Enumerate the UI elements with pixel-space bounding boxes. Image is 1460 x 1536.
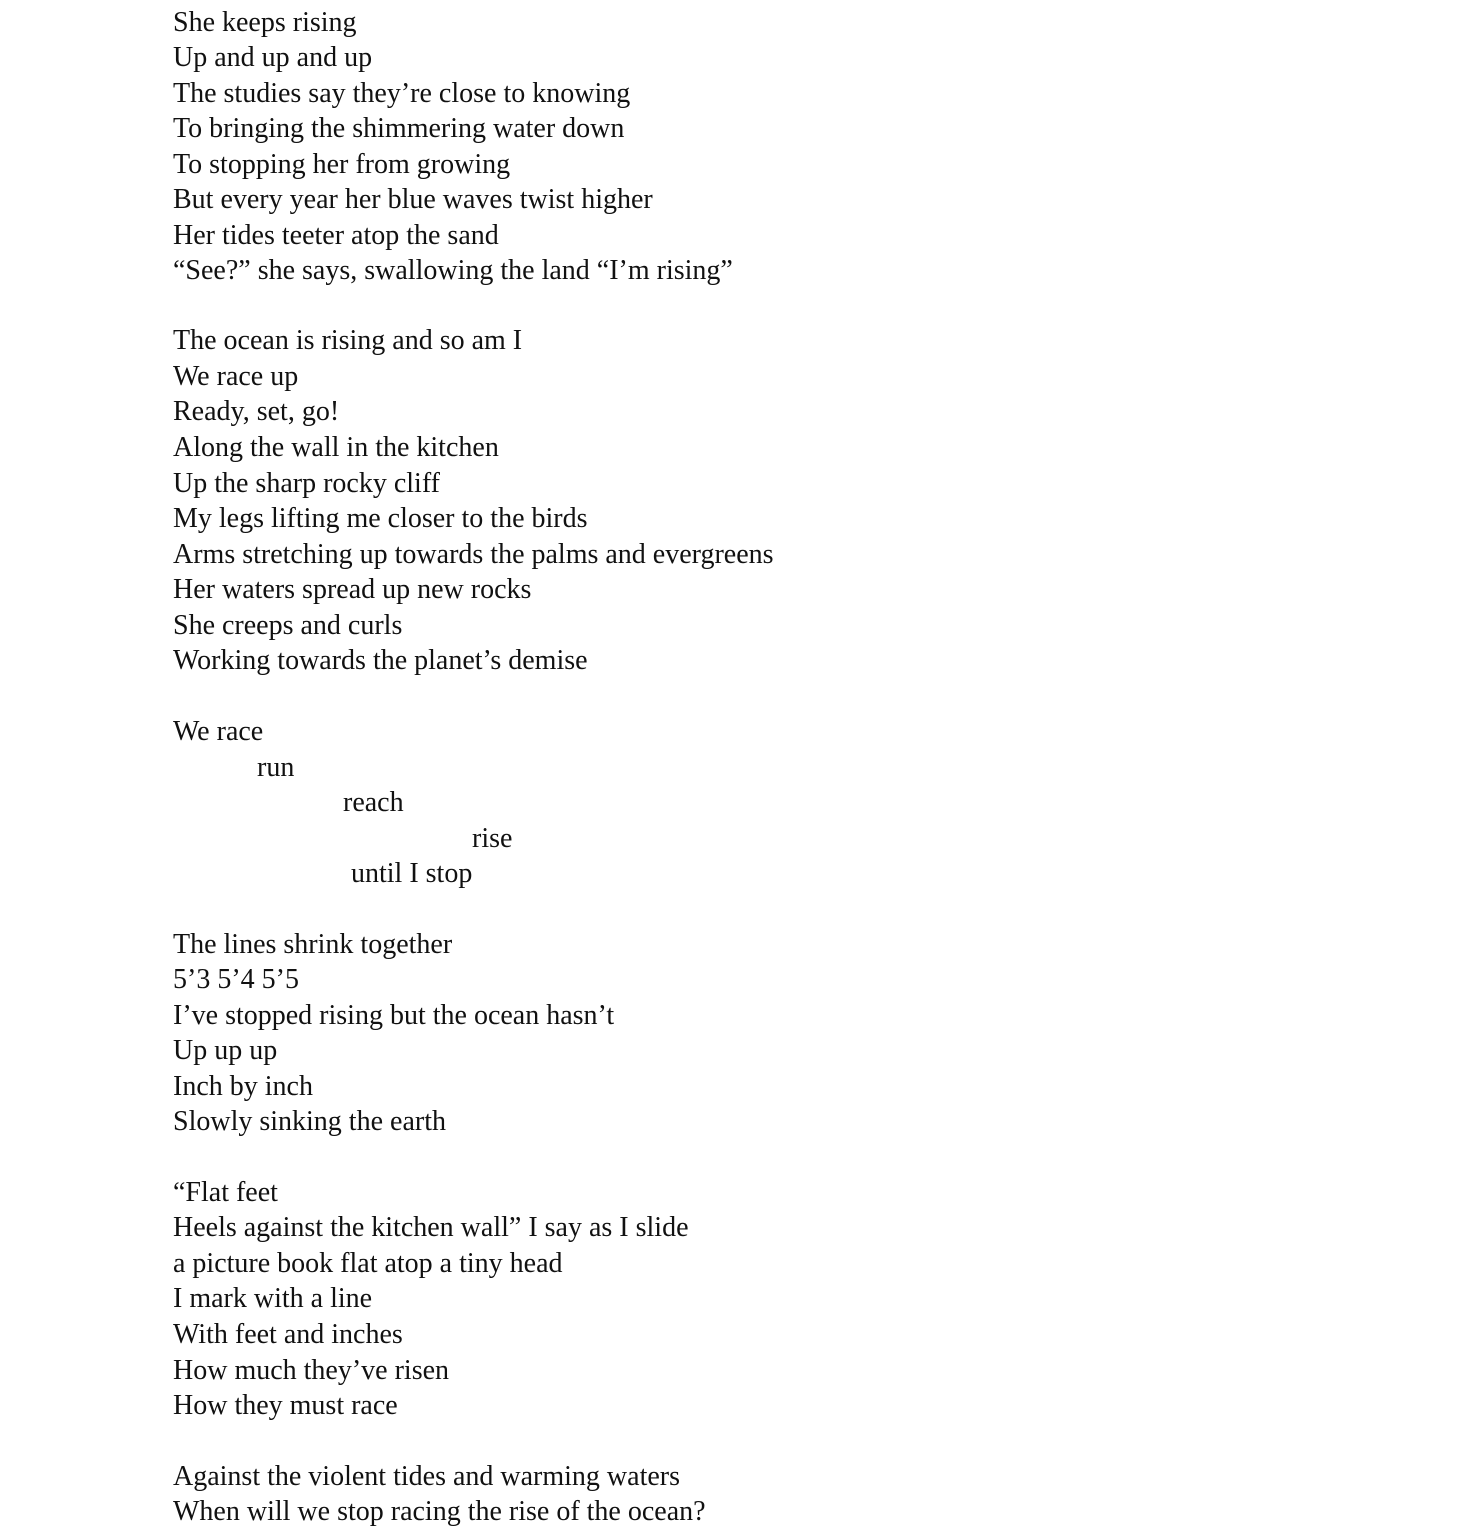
poem-line: Her tides teeter atop the sand <box>173 220 499 251</box>
poem-line: Along the wall in the kitchen <box>173 432 499 463</box>
poem-line: The ocean is rising and so am I <box>173 325 523 356</box>
poem-line-indented: run <box>257 752 295 783</box>
poem-line: With feet and inches <box>173 1319 403 1350</box>
poem-line: “Flat feet <box>173 1177 278 1208</box>
poem-line: She creeps and curls <box>173 610 403 641</box>
poem-line: a picture book flat atop a tiny head <box>173 1248 563 1279</box>
poem-line-indented: until I stop <box>351 858 473 889</box>
poem-line: She keeps rising <box>173 7 357 38</box>
poem-line-indented: rise <box>472 823 513 854</box>
poem-line: Her waters spread up new rocks <box>173 574 532 605</box>
poem-line: Inch by inch <box>173 1071 313 1102</box>
poem-line: We race up <box>173 361 299 392</box>
poem-line: I mark with a line <box>173 1283 373 1314</box>
poem-line: 5’3 5’4 5’5 <box>173 964 299 995</box>
poem-line: We race <box>173 716 264 747</box>
poem-line: Working towards the planet’s demise <box>173 645 588 676</box>
poem-line: Up up up <box>173 1035 278 1066</box>
poem-line: How much they’ve risen <box>173 1355 450 1386</box>
poem-line: When will we stop racing the rise of the ocean? <box>173 1496 706 1527</box>
poem-line: The studies say they’re close to knowing <box>173 78 631 109</box>
poem-line: To bringing the shimmering water down <box>173 113 625 144</box>
poem-line-indented: reach <box>343 787 404 818</box>
poem-line: How they must race <box>173 1390 398 1421</box>
poem-line: Up the sharp rocky cliff <box>173 468 440 499</box>
poem-line: “See?” she says, swallowing the land “I’m rising” <box>173 255 733 286</box>
poem-line: Slowly sinking the earth <box>173 1106 446 1137</box>
poem-line: But every year her blue waves twist higher <box>173 184 653 215</box>
poem-line: The lines shrink together <box>173 929 453 960</box>
poem-line: Heels against the kitchen wall” I say as I slide <box>173 1212 689 1243</box>
poem-line: Up and up and up <box>173 42 373 73</box>
poem-line: Against the violent tides and warming waters <box>173 1461 680 1492</box>
poem-line: My legs lifting me closer to the birds <box>173 503 588 534</box>
poem-line: I’ve stopped rising but the ocean hasn’t <box>173 1000 615 1031</box>
poem-line: Ready, set, go! <box>173 396 340 427</box>
poem-line: To stopping her from growing <box>173 149 511 180</box>
poem-line: Arms stretching up towards the palms and evergreens <box>173 539 774 570</box>
